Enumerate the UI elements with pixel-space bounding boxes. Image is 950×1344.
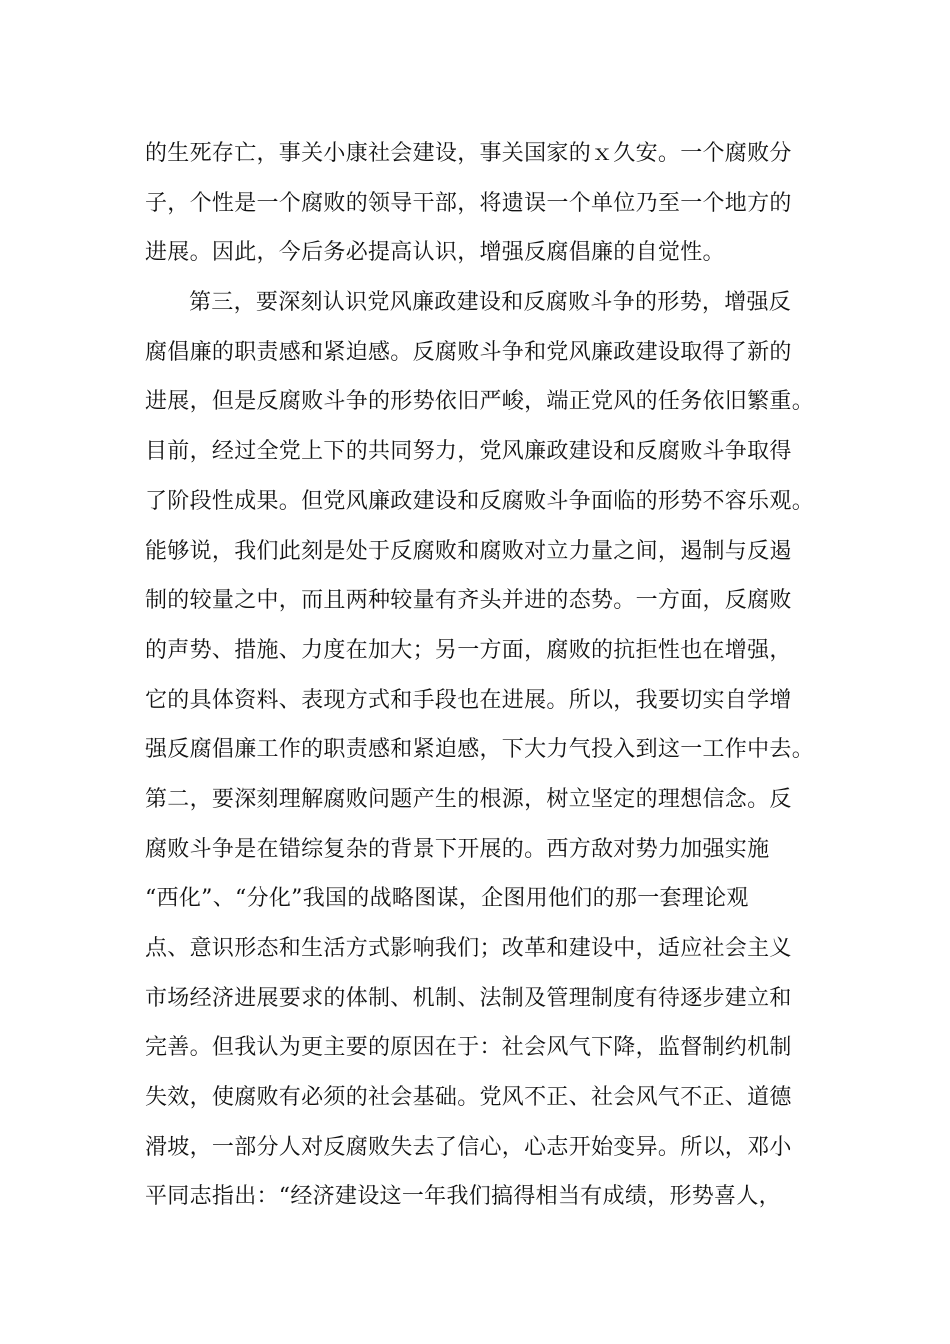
text-line: 市场经济进展要求的体制、机制、法制及管理制度有待逐步建立和 [145, 985, 792, 1011]
text-line: 子，个性是一个腐败的领导干部，将遗误一个单位乃至一个地方的 [145, 190, 792, 216]
text-line: 了阶段性成果。但党风廉政建设和反腐败斗争面临的形势不容乐观。 [145, 488, 815, 514]
text-line: 进展，但是反腐败斗争的形势依旧严峻，端正党风的任务依旧繁重。 [145, 389, 815, 415]
text-line: 腐倡廉的职责感和紧迫感。反腐败斗争和党风廉政建设取得了新的 [145, 339, 792, 365]
text-line: 的声势、措施、力度在加大；另一方面，腐败的抗拒性也在增强， [145, 637, 792, 663]
text-line: “西化”、“分化”我国的战略图谋，企图用他们的那一套理论观 [145, 886, 749, 912]
text-line: 第三，要深刻认识党风廉政建设和反腐败斗争的形势，增强反 [189, 290, 792, 316]
text-line: 完善。但我认为更主要的原因在于：社会风气下降，监督制约机制 [145, 1035, 792, 1061]
text-line: 它的具体资料、表现方式和手段也在进展。所以，我要切实自学增 [145, 687, 792, 713]
text-line: 能够说，我们此刻是处于反腐败和腐败对立力量之间，遏制与反遏 [145, 538, 792, 564]
text-line: 目前，经过全党上下的共同努力，党风廉政建设和反腐败斗争取得 [145, 439, 792, 465]
text-line: 进展。因此，今后务必提高认识，增强反腐倡廉的自觉性。 [145, 240, 725, 266]
text-line: 第二，要深刻理解腐败问题产生的根源，树立坚定的理想信念。反 [145, 786, 792, 812]
text-line: 滑坡，一部分人对反腐败失去了信心，心志开始变异。所以，邓小 [145, 1134, 792, 1160]
text-line: 平同志指出：“经济建设这一年我们搞得相当有成绩，形势喜人， [145, 1184, 781, 1210]
text-line: 强反腐倡廉工作的职责感和紧迫感，下大力气投入到这一工作中去。 [145, 737, 815, 763]
text-line: 点、意识形态和生活方式影响我们；改革和建设中，适应社会主义 [145, 936, 792, 961]
document-body [145, 129, 835, 1222]
text-line: 的生死存亡，事关小康社会建设，事关国家的ｘ久安。一个腐败分 [145, 141, 792, 166]
text-line: 制的较量之中，而且两种较量有齐头并进的态势。一方面，反腐败 [145, 588, 792, 614]
text-line: 腐败斗争是在错综复杂的背景下开展的。西方敌对势力加强实施 [145, 836, 770, 862]
text-line: 失效，使腐败有必须的社会基础。党风不正、社会风气不正、道德 [145, 1085, 792, 1111]
